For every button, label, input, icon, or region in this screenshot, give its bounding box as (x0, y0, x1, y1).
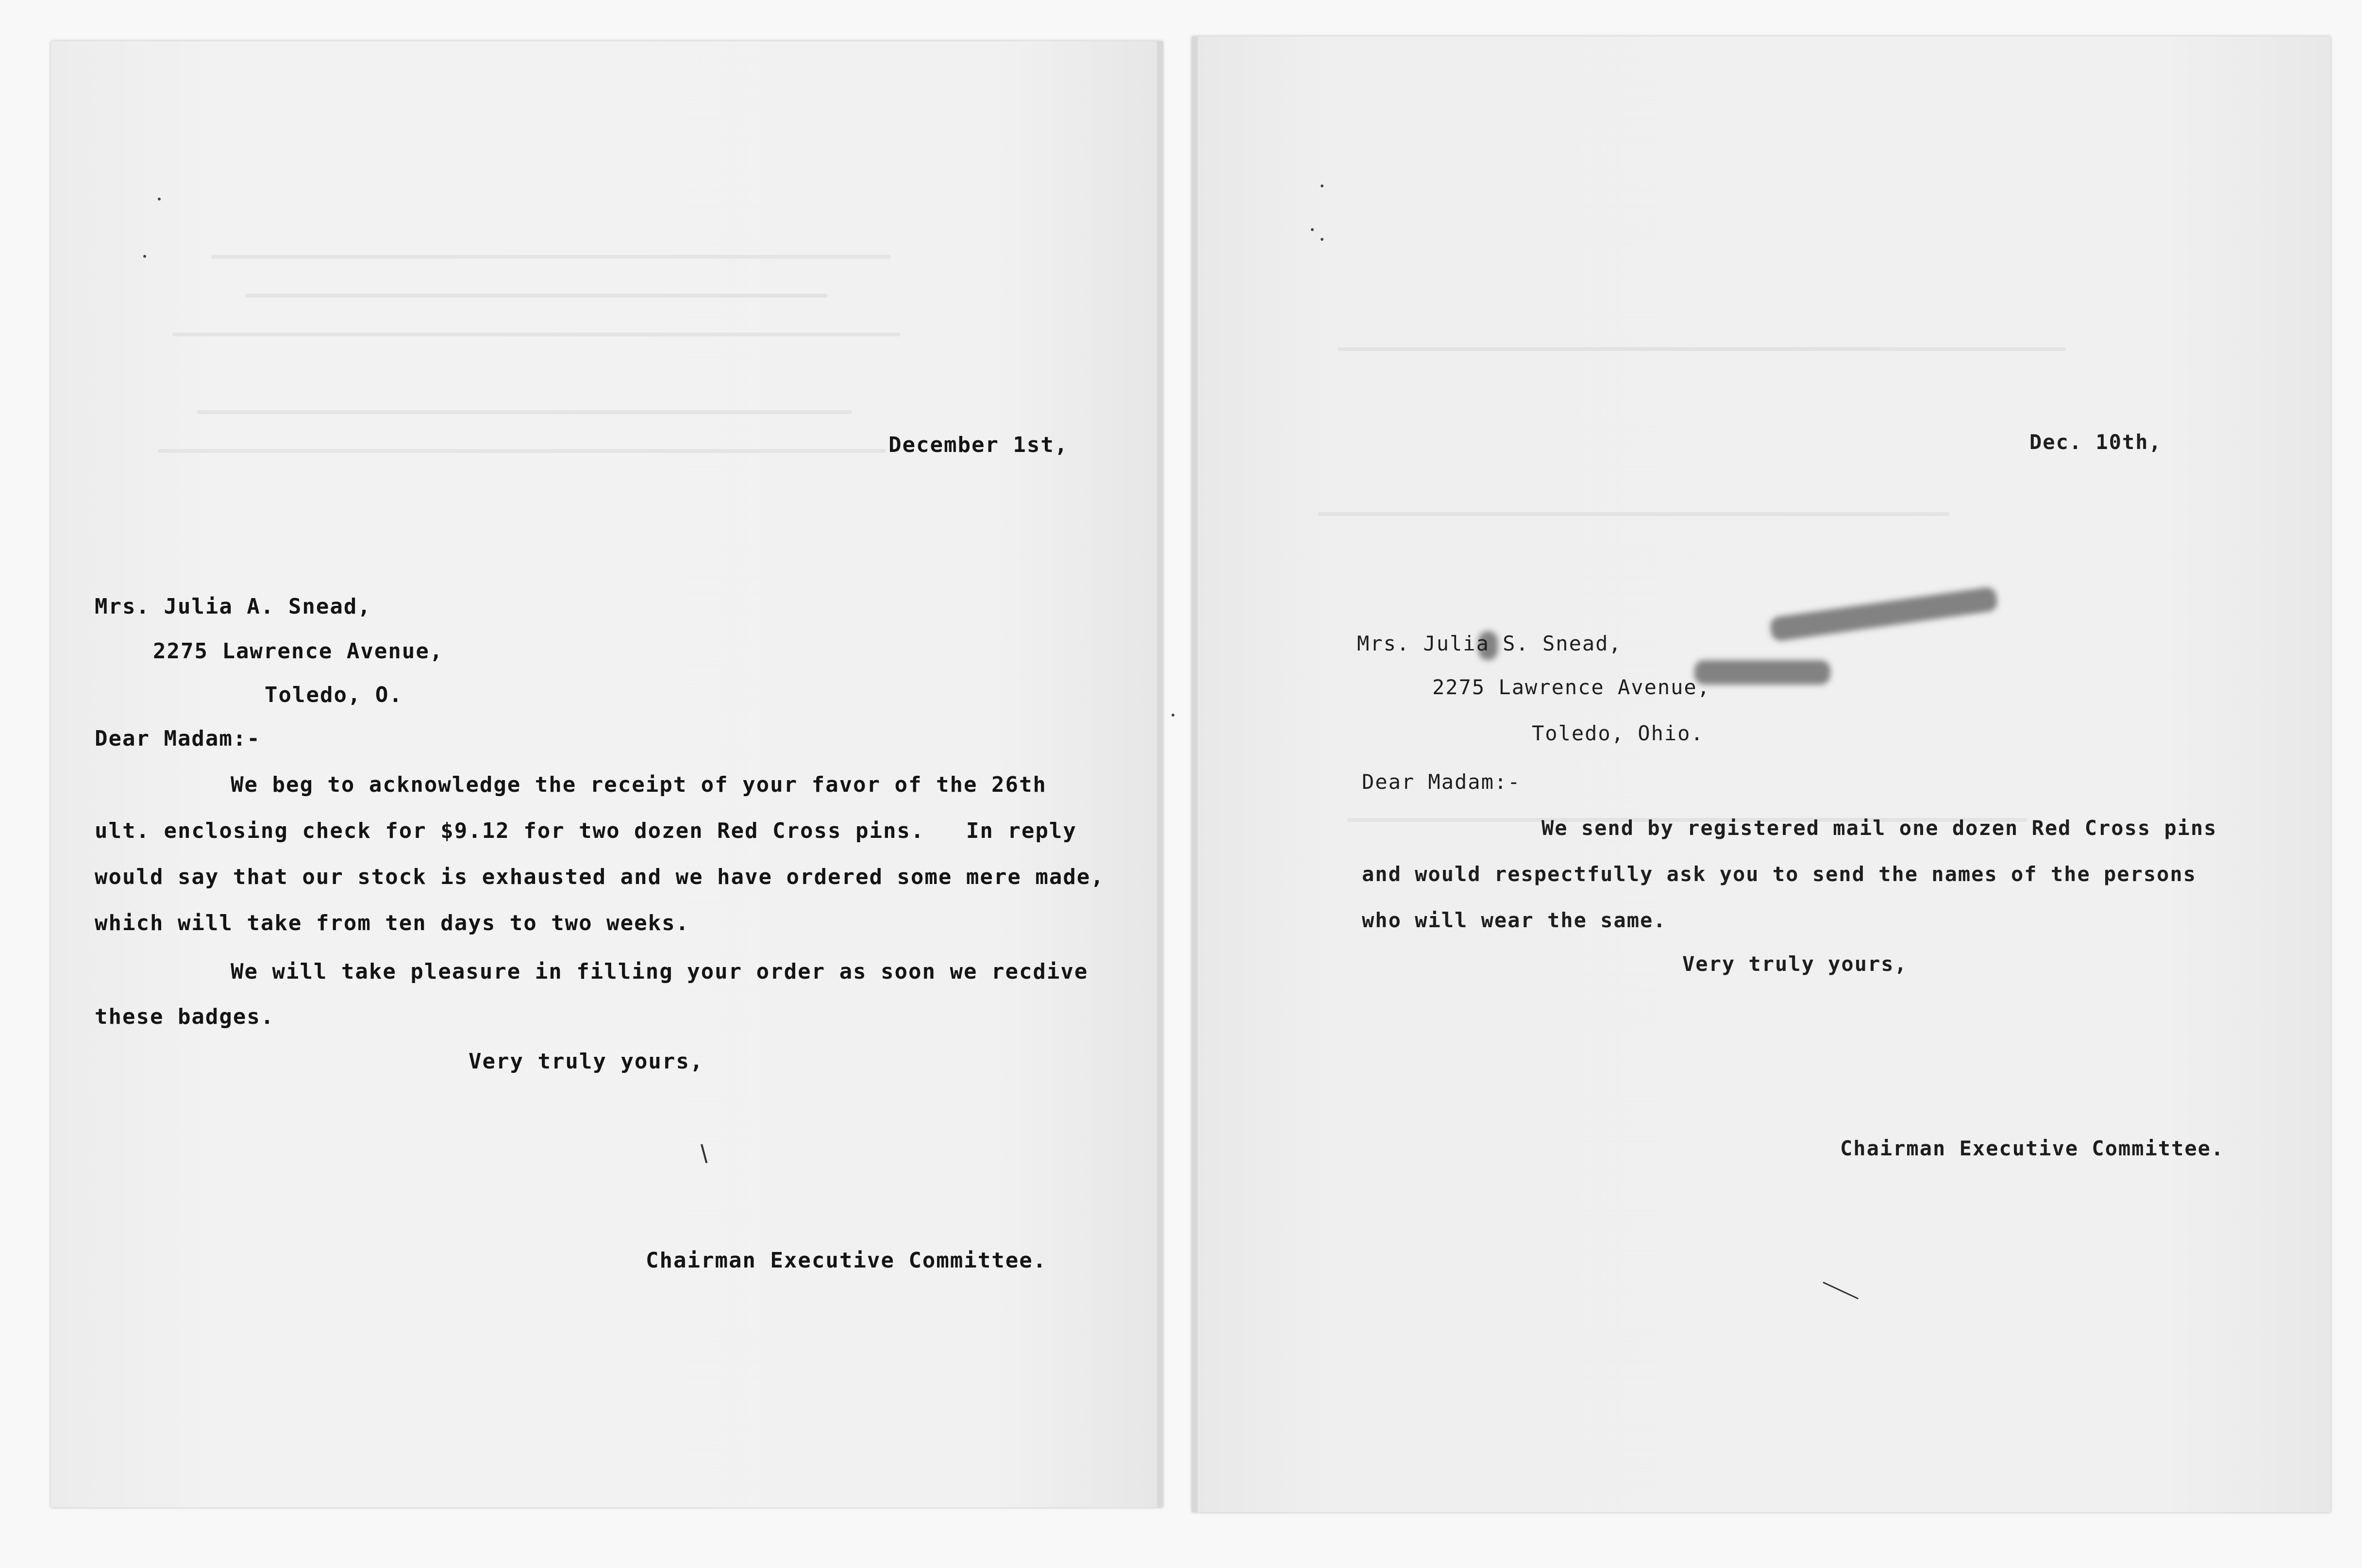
salutation: Dear Madam:- (95, 726, 261, 751)
pen-mark (701, 1144, 707, 1163)
letter-date: Dec. 10th, (2029, 430, 2162, 454)
ink-smudge (1769, 586, 1998, 642)
recipient-name: Mrs. Julia A. Snead, (95, 594, 371, 619)
salutation: Dear Madam:- (1362, 770, 1521, 794)
bleed-through (172, 333, 901, 336)
body-line: would say that our stock is exhausted and we have ordered some mere made, (95, 865, 1105, 889)
speck (158, 198, 161, 200)
closing: Very truly yours, (1682, 952, 1908, 976)
body-line: We beg to acknowledge the receipt of your favor of the 26th (231, 772, 1047, 797)
pen-mark (1823, 1282, 1859, 1300)
speck (1172, 714, 1174, 717)
signature-line: Chairman Executive Committee. (646, 1248, 1047, 1273)
speck (1321, 238, 1323, 241)
bleed-through (197, 410, 852, 414)
speck (143, 255, 146, 258)
body-line: We will take pleasure in filling your order as soon we recdive (231, 959, 1089, 984)
speck (1321, 184, 1323, 187)
recipient-name: Mrs. Julia S. Snead, (1357, 632, 1622, 655)
body-line: which will take from ten days to two weeks. (95, 911, 690, 935)
recipient-street: 2275 Lawrence Avenue, (153, 639, 444, 664)
bleed-through (1318, 512, 1949, 516)
body-line: and would respectfully ask you to send the names of the persons (1362, 862, 2197, 886)
signature-line: Chairman Executive Committee. (1840, 1136, 2225, 1160)
body-line: ult. enclosing check for $9.12 for two dozen Red Cross pins. In reply (95, 818, 1077, 843)
bleed-through (211, 255, 891, 259)
letter-left (51, 41, 1163, 1507)
bleed-through (1338, 347, 2066, 351)
speck (1311, 228, 1314, 231)
body-line: We send by registered mail one dozen Red Cross pins (1541, 816, 2217, 840)
closing: Very truly yours, (469, 1049, 704, 1074)
recipient-city: Toledo, Ohio. (1532, 721, 1704, 745)
recipient-city: Toledo, O. (265, 683, 403, 707)
letter-date: December 1st, (888, 433, 1069, 457)
ink-smudge (1694, 660, 1830, 684)
bleed-through (245, 294, 828, 298)
body-line: these badges. (95, 1004, 275, 1029)
letter-right (1192, 36, 2330, 1512)
recipient-street: 2275 Lawrence Avenue, (1432, 675, 1711, 699)
body-line: who will wear the same. (1362, 908, 1667, 932)
bleed-through (158, 449, 886, 453)
